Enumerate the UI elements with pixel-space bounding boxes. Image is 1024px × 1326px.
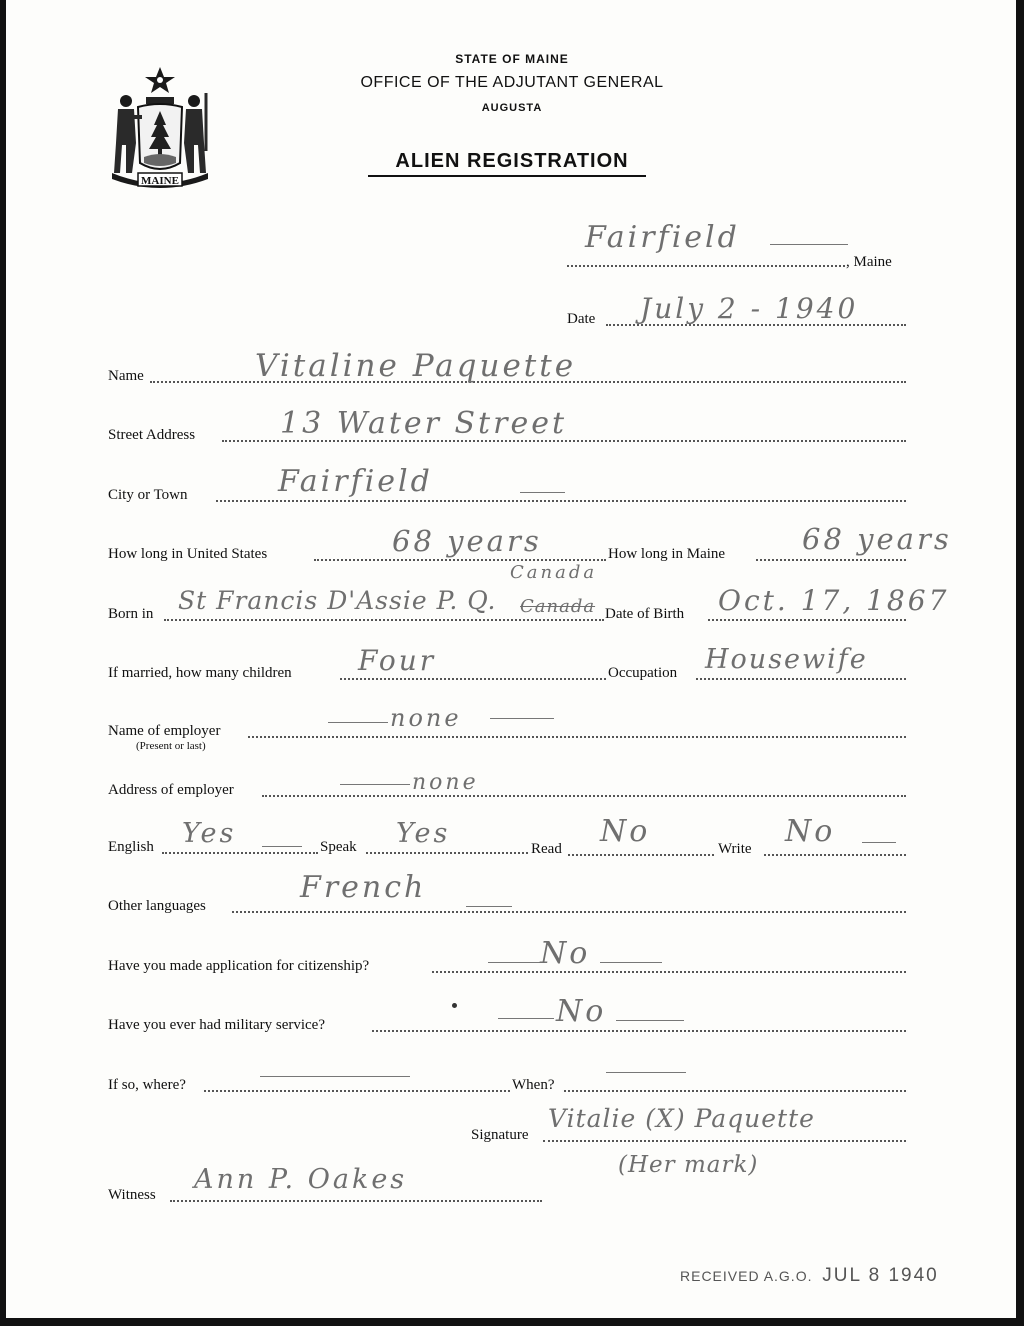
other-languages-stroke: [466, 906, 512, 907]
when-stroke: [606, 1072, 686, 1073]
english-value: Yes: [182, 818, 237, 849]
signature-mark: (Her mark): [618, 1152, 759, 1178]
street-value: 13 Water Street: [280, 406, 568, 441]
other-languages-line: [232, 911, 906, 913]
children-line: [340, 678, 606, 680]
form-title: ALIEN REGISTRATION: [395, 150, 629, 172]
employer-line: [248, 736, 906, 738]
children-value: Four: [358, 644, 437, 677]
military-value: No: [556, 994, 607, 1029]
where-line: [204, 1090, 510, 1092]
military-line: [372, 1030, 906, 1032]
left-scan-border: [0, 0, 6, 1326]
name-value: Vitaline Paquette: [255, 348, 577, 384]
signature-line: [543, 1140, 906, 1142]
ink-speck: [452, 1003, 457, 1008]
military-label: Have you ever had military service?: [108, 1017, 325, 1033]
employer-stroke-right: [490, 718, 554, 719]
title-underline: [368, 175, 646, 177]
date-of-birth-label: Date of Birth: [605, 606, 685, 622]
bottom-scan-border: [0, 1318, 1024, 1326]
city-line: [216, 500, 906, 502]
occupation-label: Occupation: [608, 665, 678, 681]
how-long-maine-value: 68 years: [802, 522, 952, 556]
received-stamp: [680, 1265, 939, 1287]
employer-address-value: none: [412, 770, 479, 795]
write-stroke: [862, 842, 896, 843]
occupation-value: Housewife: [705, 644, 868, 675]
where-stroke: [260, 1076, 410, 1077]
citizenship-line: [432, 971, 906, 973]
employer-value: none: [390, 704, 462, 732]
citizenship-value: No: [540, 936, 591, 971]
city-stroke: [520, 492, 565, 493]
when-label: When?: [512, 1077, 555, 1093]
city-label: City or Town: [108, 487, 188, 503]
born-in-value: St Francis D'Assie P. Q.: [178, 586, 497, 615]
how-long-maine-label: How long in Maine: [608, 546, 726, 562]
witness-label: Witness: [108, 1187, 156, 1203]
signature-label: Signature: [471, 1127, 529, 1143]
military-stroke-left: [498, 1018, 554, 1019]
other-languages-value: French: [300, 870, 427, 905]
speak-value: Yes: [396, 818, 451, 849]
speak-line: [366, 852, 528, 854]
witness-value: Ann P. Oakes: [194, 1164, 408, 1195]
read-value: No: [600, 814, 651, 849]
how-long-us-value: 68 years: [392, 524, 542, 558]
received-stamp-date: JUL 8 1940: [822, 1265, 939, 1286]
date-of-birth-line: [708, 619, 906, 621]
name-label: Name: [108, 368, 144, 384]
maine-label: , Maine: [846, 254, 892, 270]
read-label: Read: [531, 841, 562, 857]
office-heading: OFFICE OF THE ADJUTANT GENERAL: [360, 74, 664, 91]
where-label: If so, where?: [108, 1077, 186, 1093]
street-label: Street Address: [108, 427, 196, 443]
write-value: No: [785, 814, 836, 849]
town-value: Fairfield: [585, 220, 740, 255]
received-stamp-text: RECEIVED A.G.O.: [680, 1268, 813, 1284]
other-languages-label: Other languages: [108, 898, 206, 914]
citizenship-stroke-right: [600, 962, 662, 963]
speak-label: Speak: [320, 839, 357, 855]
date-label: Date: [567, 311, 596, 327]
city-value: Fairfield: [278, 464, 433, 499]
employer-stroke-left: [328, 722, 388, 723]
date-of-birth-value: Oct. 17, 1867: [718, 584, 950, 617]
children-label: If married, how many children: [108, 665, 292, 681]
english-label: English: [108, 839, 154, 855]
employer-address-label: Address of employer: [108, 782, 234, 798]
when-line: [564, 1090, 906, 1092]
english-stroke: [262, 846, 302, 847]
right-scan-border: [1016, 0, 1024, 1326]
born-in-country-struck: Canada: [520, 596, 596, 617]
how-long-us-line: [314, 559, 606, 561]
how-long-maine-line: [756, 559, 906, 561]
write-label: Write: [718, 841, 752, 857]
employer-sublabel: (Present or last): [136, 740, 206, 752]
citizenship-label: Have you made application for citizenship?: [108, 958, 370, 974]
town-line: [567, 265, 845, 267]
read-line: [568, 854, 714, 856]
employer-address-stroke: [340, 784, 410, 785]
employer-address-line: [262, 795, 906, 797]
occupation-line: [696, 678, 906, 680]
city-heading: AUGUSTA: [481, 102, 543, 114]
seal-lettering: MAINE: [141, 175, 179, 187]
write-line: [764, 854, 906, 856]
employer-label: Name of employer: [108, 723, 221, 739]
born-in-label: Born in: [108, 606, 154, 622]
military-stroke-right: [616, 1020, 684, 1021]
state-heading: STATE OF MAINE: [455, 52, 569, 66]
how-long-us-label: How long in United States: [108, 546, 268, 562]
english-line: [162, 852, 318, 854]
witness-line: [170, 1200, 542, 1202]
born-in-line: [164, 619, 604, 621]
born-in-country-above: Canada: [510, 562, 598, 583]
date-value: July 2 - 1940: [640, 292, 859, 325]
signature-value: Vitalie (X) Paquette: [548, 1104, 815, 1133]
citizenship-stroke-left: [488, 962, 540, 963]
town-stroke: [770, 244, 848, 245]
